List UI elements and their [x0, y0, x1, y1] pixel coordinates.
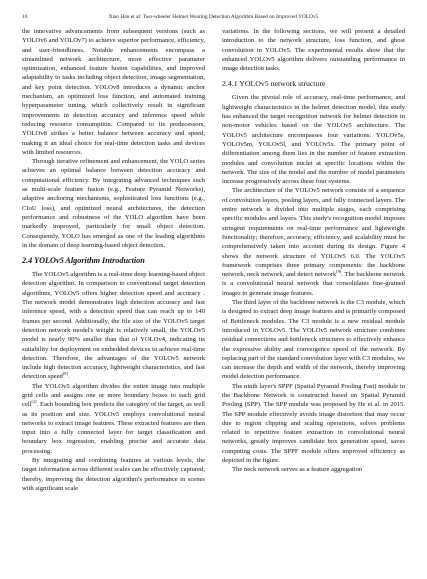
- paragraph-text: The YOLOv5 algorithm is a real-time deep learning-based object detection algorithm. In comparison to conventional target detection algorithms, YOLOv5 offers higher detection speed and accuracy . The network model demonstrates high detection accuracy and fast inference speed, with a detection speed that can reach up to 140 frames per second. Additionally, the file size of the YOLOv5 target detection network model's weight is relatively small, the YOLOv5 model is nearly 90% smaller than that of YOLOv4, indicating its suitability for deployment on embedded devices to achieve real-time detection. Therefore, the advantages of the YOLOv5 network include high detection accuracy, lightweight characteristics, and fast detection speed: [22, 271, 205, 381]
- running-title: Xiao Han et al: Two-wheeler Helmet Wearing Detection Algorithm Based on Improved YOLOv5: [108, 14, 319, 20]
- paragraph-text: The architecture of the YOLOv5 network consists of a sequence of convolution layers, pooling layers, and fully connected layers. The entire network is divided into multiple stages, each comprising specific modules and layers. This study's recognition model imposes stringent requirements on real-time performance and lightweight functionality; therefore, accuracy, efficiency, and scalability must be comprehensively taken into account during its design. Figure 4 shows the network structure of YOLOv5 6.0. The YOLOv5 framework comprises three primary components: the backbone network, neck network, and detect network: [222, 187, 405, 279]
- page-number: 16: [22, 14, 28, 20]
- section-heading: 2.4 YOLOv5 Algorithm Introduction: [22, 256, 145, 266]
- paragraph: [22, 270, 205, 382]
- two-column-body: [22, 27, 405, 573]
- citation-ref: [2]: [31, 399, 37, 405]
- paragraph: The ninth layer's SPPF (Spatial Pyramid Pooling Fast) module in the Backbone Network is constructed based on Spatial Pyramid Pooling (SPP). The SPP module was proposed by He et al. in 2015. The SPP module effectively avoids image distortion that may occur due to region clipping and scaling operations, solves problems related to repetitive feature extraction in convolutional neural networks, greatly improves candidate box generation speed, saves computing costs. The SPPF module offers improved efficiency as depicted in the figure.: [222, 382, 405, 465]
- page-header: [22, 12, 405, 22]
- paragraph: the innovative advancements from subsequent versions (such as YOLOv6 and YOLOv7) to achieve superior performance, efficiency, and user-friendliness. Notable enhancements encompass a streamlined network architecture, more effective parameter optimization, enhanced feature fusion capabilities, and improved adaptability to tasks including object detection, image segmentation, and key point detection. YOLOv8 introduces a dynamic anchor mechanism, an optimized loss function, and automated training hyperparameter tuning, which collectively result in significant improvements in detection accuracy and inference speed while reducing resource consumption. Compared to its predecessors, YOLOv8 strikes a better balance between accuracy and speed, making it an ideal choice for real-time detection tasks and devices with limited resources.: [22, 28, 205, 156]
- paragraph: The neck network serves as a feature aggregation: [232, 466, 363, 474]
- right-column: [222, 27, 405, 573]
- paragraph: variations. In the following sections, we will present a detailed introduction to the network structure, loss function, and ghost convolution in YOLOv5. The experimental results show that the enhanced YOLOv5 algorithm delivers outstanding performance in image detection tasks.: [222, 28, 405, 73]
- paragraph: The third layer of the backbone network is the C3 module, which is designed to extract deep image features and is primarily composed of Bottleneck modules. The C3 module is a new residual module introduced in YOLOv5. The YOLOv5 network structure combines residual connections and bottleneck structures to effectively enhance the expressive ability and convergence speed of the network. By replacing part of the standard convolution layer with C3 modules, we can increase the depth and width of the network, thereby improving model detection performance.: [222, 299, 405, 381]
- citation-ref: [9]: [336, 268, 342, 274]
- paragraph: [22, 382, 205, 456]
- paragraph: Given the pivotal role of accuracy, real-time performance, and lightweight characteristics in the helmet detection model, this study has enhanced the target recognition network for helmet detection in non-motor vehicles based on the YOLOv5 architecture. The YOLOv5 architecture encompasses four variations: YOLOv5s, YOLOv5m, YOLOv5l, and YOLOv5x. The primary point of differentiation among them lies in the number of feature extraction modules and convolution nuclei at specific locations within the network. The size of the model and the number of model parameters increase progressively across these four systems.: [222, 94, 405, 186]
- left-column: [22, 27, 205, 573]
- paragraph: By integrating and combining features at various levels, the target information across different scales can be effectively captured, thereby, improving the detection algorithm's performance in scenes with significant scale: [22, 457, 205, 492]
- subsection-heading: 2.4.1 YOLOv5 network structure: [222, 79, 326, 89]
- paragraph-text: . Each bounding box predicts the category of the target, as well as its position and size. YOLOv5 employs convolutional neural networks to extract image features. These extracted features are then input into a fully connected layer for target classification and boundary box regression, enabling precise and accurate data processing.: [22, 401, 205, 455]
- paragraph: [222, 186, 405, 298]
- paragraph-text: . The backbone network is a convolutional neural network that consolidates fine-grained images to generate image features.: [222, 271, 405, 297]
- paragraph-text: .: [67, 373, 70, 381]
- paragraph-text: The YOLOv5 algorithm divides the entire image into multiple grid cells and assigns one or more boundary boxes to each grid cell: [22, 382, 205, 409]
- citation-ref: [8]: [62, 371, 68, 377]
- paragraph: Through iterative refinement and enhancement, the YOLO series achieves an optimal balance between detection accuracy and computational efficiency. By integrating advanced techniques such as multi-scale feature fusion (e.g., Feature Pyramid Networks), adaptive anchoring mechanisms, sophisticated loss functions (e.g., CIoU loss), and optimized neural architectures, the detection performance and robustness of the YOLO algorithm have been markedly improved, particularly for small object detection. Consequently, YOLO has emerged as one of the leading algorithms in the domain of deep learning-based object detection.: [22, 158, 205, 249]
